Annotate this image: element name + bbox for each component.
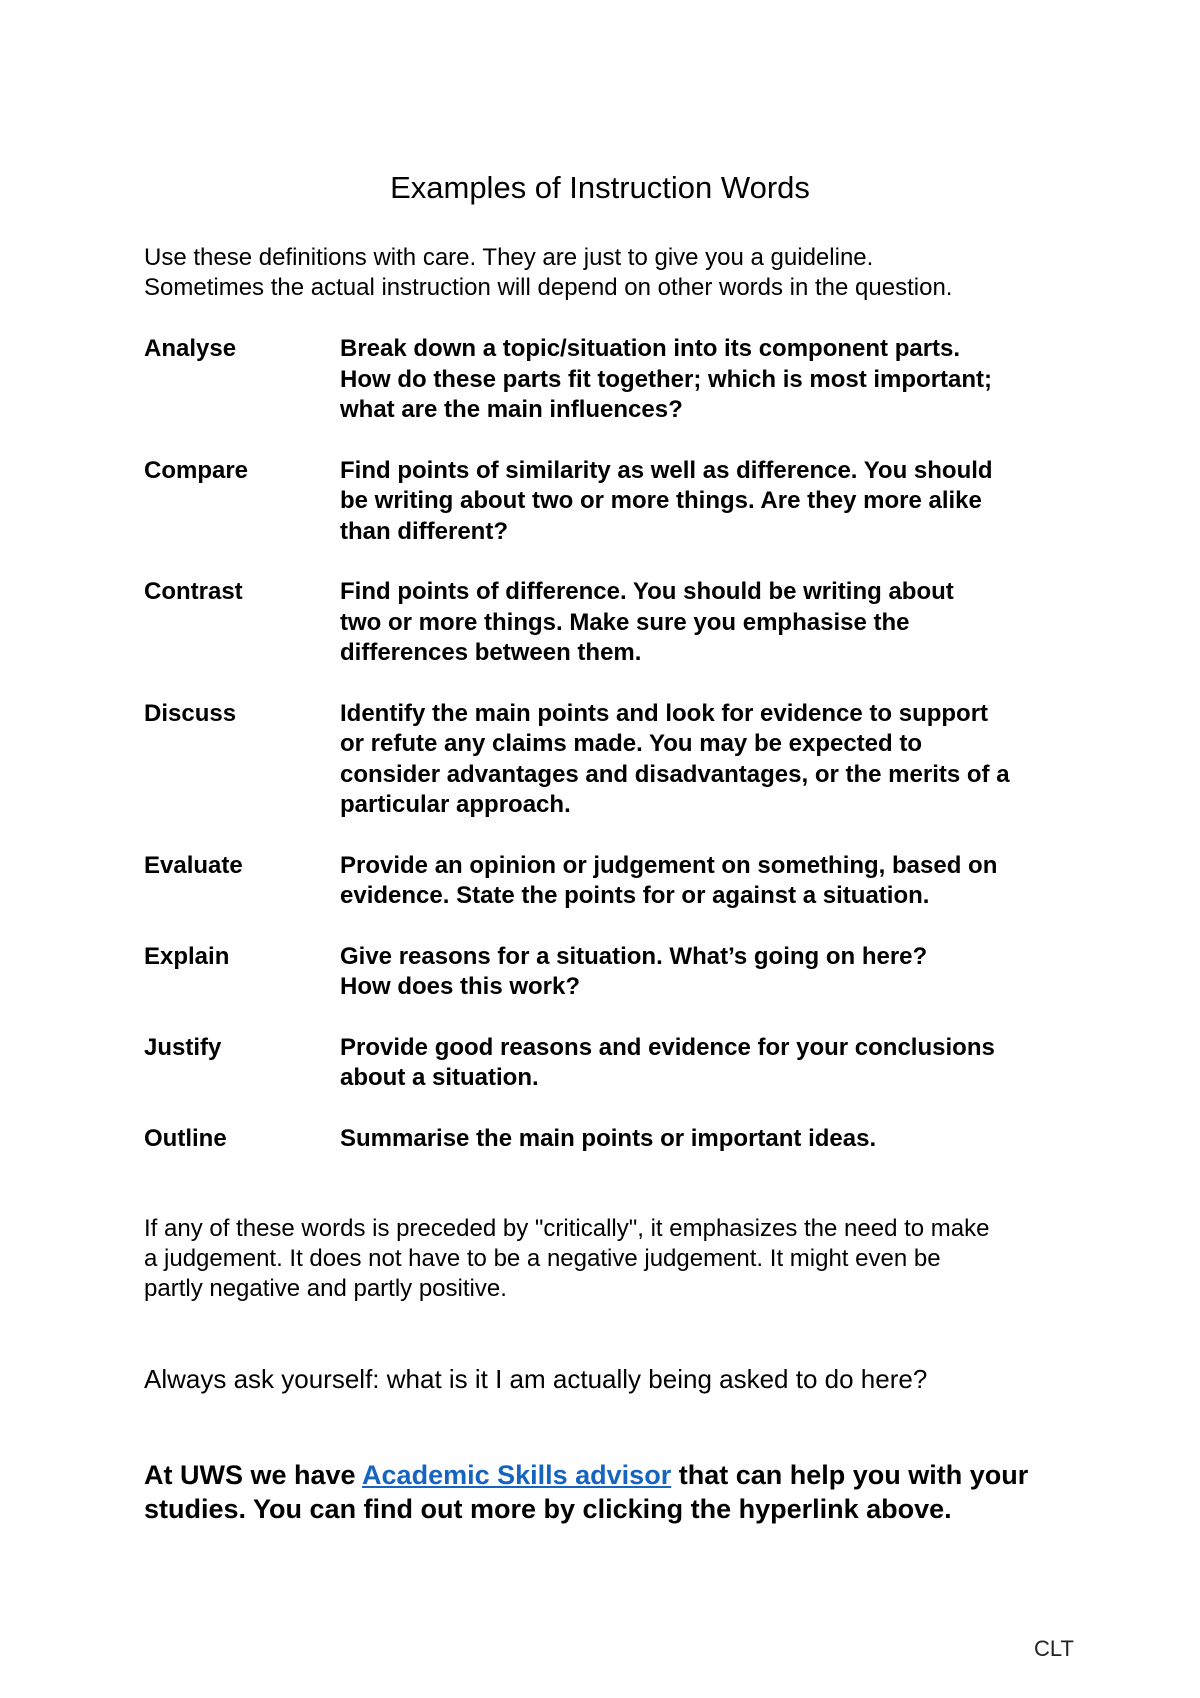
definition-row bbox=[144, 851, 1084, 912]
description-line: about a situation. bbox=[340, 1064, 539, 1091]
description-line: Find points of difference. You should be writing about bbox=[340, 578, 954, 605]
uws-paragraph bbox=[144, 1458, 1028, 1526]
intro-line: Sometimes the actual instruction will depend on other words in the question. bbox=[144, 274, 953, 301]
uws-text: that can help you with your bbox=[671, 1460, 1029, 1490]
description-line: what are the main influences? bbox=[340, 396, 683, 423]
definition-description bbox=[340, 334, 1084, 426]
critically-paragraph bbox=[144, 1214, 989, 1304]
definition-description bbox=[340, 942, 1084, 1003]
description-line: Break down a topic/situation into its component parts. bbox=[340, 335, 961, 362]
description-line: Provide good reasons and evidence for your conclusions bbox=[340, 1033, 995, 1061]
page-title: Examples of Instruction Words bbox=[390, 170, 810, 205]
intro-paragraph bbox=[144, 243, 952, 303]
definition-description bbox=[340, 456, 1084, 548]
definition-row bbox=[144, 1033, 1084, 1094]
paragraph-line: a judgement. It does not have to be a negative judgement. It might even be bbox=[144, 1245, 941, 1272]
academic-skills-advisor-link[interactable]: Academic Skills advisor bbox=[362, 1460, 672, 1490]
always-ask-paragraph: Always ask yourself: what is it I am actually being asked to do here? bbox=[144, 1364, 928, 1394]
definition-description bbox=[340, 851, 1084, 912]
definition-row bbox=[144, 456, 1084, 548]
description-line: Give reasons for a situation. What’s going on here? bbox=[340, 942, 928, 970]
definition-description bbox=[340, 577, 1084, 669]
footer-label: CLT bbox=[1034, 1636, 1074, 1661]
definition-term: Compare bbox=[144, 456, 249, 484]
description-line: than different? bbox=[340, 517, 508, 545]
description-line: Identify the main points and look for evidence to support bbox=[340, 699, 989, 727]
definition-term: Evaluate bbox=[144, 851, 243, 879]
uws-line-1 bbox=[144, 1458, 1028, 1492]
description-line: How does this work? bbox=[340, 973, 581, 1000]
description-line: or refute any claims made. You may be expected to bbox=[340, 730, 922, 757]
description-line: be writing about two or more things. Are they more alike bbox=[340, 487, 982, 514]
definition-row bbox=[144, 577, 1084, 669]
definition-row bbox=[144, 1124, 1084, 1155]
definition-term: Analyse bbox=[144, 335, 237, 362]
description-line: two or more things. Make sure you emphasise the bbox=[340, 608, 910, 636]
description-line: Find points of similarity as well as difference. You should bbox=[340, 456, 993, 484]
description-line: How do these parts fit together; which is most important; bbox=[340, 365, 993, 393]
description-line: Provide an opinion or judgement on something, based on bbox=[340, 851, 998, 879]
definition-description bbox=[340, 699, 1084, 821]
description-line: evidence. State the points for or against a situation. bbox=[340, 882, 930, 909]
uws-text: At UWS we have bbox=[144, 1460, 363, 1490]
description-line: particular approach. bbox=[340, 791, 571, 818]
definition-row bbox=[144, 699, 1084, 821]
uws-line-2: studies. You can find out more by clicking the hyperlink above. bbox=[144, 1494, 952, 1524]
description-line: consider advantages and disadvantages, or the merits of a bbox=[340, 760, 1010, 788]
definitions-list bbox=[144, 334, 1084, 1184]
definition-term: Outline bbox=[144, 1124, 227, 1152]
definition-term: Contrast bbox=[144, 578, 243, 605]
definition-description bbox=[340, 1033, 1084, 1094]
intro-line: Use these definitions with care. They are just to give you a guideline. bbox=[144, 244, 874, 271]
definition-term: Justify bbox=[144, 1033, 222, 1061]
definition-row bbox=[144, 942, 1084, 1003]
definition-term: Explain bbox=[144, 942, 230, 970]
definition-row bbox=[144, 334, 1084, 426]
definition-term: Discuss bbox=[144, 699, 237, 727]
paragraph-line: If any of these words is preceded by "critically", it emphasizes the need to make bbox=[144, 1215, 990, 1242]
definition-description bbox=[340, 1124, 1084, 1155]
description-line: Summarise the main points or important ideas. bbox=[340, 1124, 877, 1152]
paragraph-line: partly negative and partly positive. bbox=[144, 1275, 507, 1302]
description-line: differences between them. bbox=[340, 639, 642, 666]
